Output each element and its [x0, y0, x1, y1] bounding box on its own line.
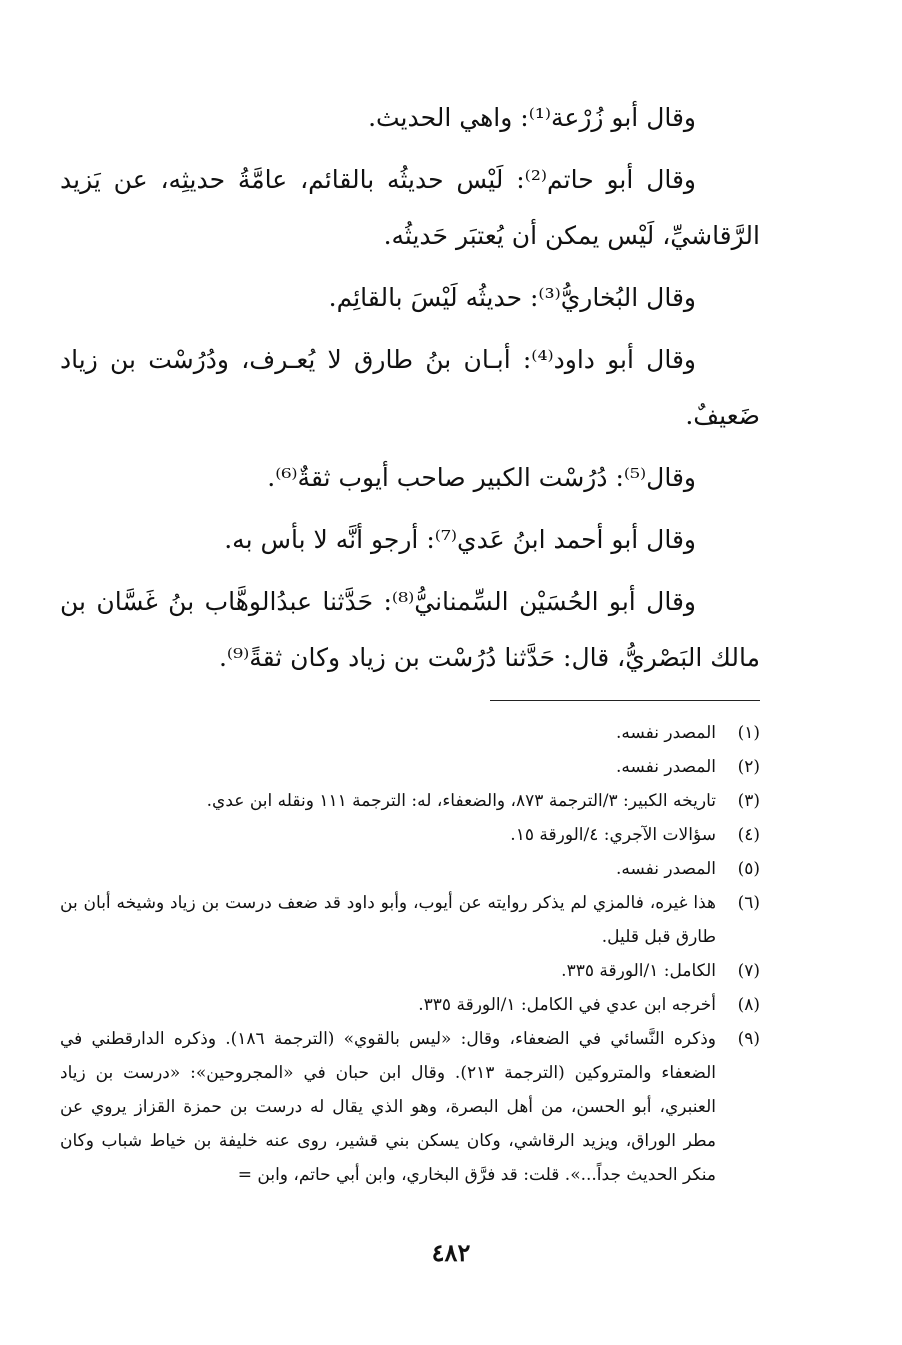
footnote-text: الكامل: ١/الورقة ٣٣٥.	[561, 961, 716, 981]
footnote-item	[60, 1022, 760, 1192]
paragraph-bukhari: وقال البُخاريُّ⁽³⁾: حديثُه لَيْسَ بالقائِم.	[328, 283, 696, 312]
footnote-text: أخرجه ابن عدي في الكامل: ١/الورقة ٣٣٥.	[418, 995, 716, 1015]
footnote-item	[60, 954, 760, 988]
footnote-text: تاريخه الكبير: ٣/الترجمة ٨٧٣، والضعفاء، له: الترجمة ١١١ ونقله ابن عدي.	[206, 791, 716, 811]
footnote-item	[60, 852, 760, 886]
footnote-text: المصدر نفسه.	[615, 757, 716, 777]
footnote-number: (٨)	[737, 995, 760, 1015]
footnote-number: (٥)	[737, 859, 760, 879]
footnote-separator	[490, 700, 760, 701]
footnote-text: المصدر نفسه.	[615, 723, 716, 743]
paragraph-abu-hatim: وقال أبو حاتم⁽²⁾: لَيْس حديثُه بالقائم، عامَّةُ حديثِه، عن يَزيد الرَّقاشيِّ، لَيْس يمكن أن يُعتبَر حَديثُه.	[60, 165, 760, 250]
footnote-item	[60, 784, 760, 818]
footnote-number: (٤)	[737, 825, 760, 845]
paragraph-simnani: وقال أبو الحُسَيْن السِّمنانيُّ⁽⁸⁾: حَدَّثنا عبدُالوهَّاب بنُ غَسَّان بن مالك البَصْريُّ، قال: حَدَّثنا دُرُسْت بن زياد وكان ثقةً⁽⁹⁾.	[60, 587, 760, 672]
footnote-item	[60, 750, 760, 784]
footnote-number: (٢)	[737, 757, 760, 777]
footnote-number: (١)	[737, 723, 760, 743]
footnote-text: هذا غيره، فالمزي لم يذكر روايته عن أيوب، وأبو داود قد ضعف درست بن زياد وشيخه أبان بن طارق قبل قليل.	[60, 893, 716, 947]
main-text	[60, 90, 760, 692]
paragraph-abu-zura: وقال أبو زُرْعة⁽¹⁾: واهي الحديث.	[368, 103, 696, 132]
footnote-item	[60, 988, 760, 1022]
footnote-number: (٩)	[737, 1029, 760, 1049]
paragraph-durust-kabir: وقال⁽⁵⁾: دُرُسْت الكبير صاحب أيوب ثقةٌ⁽⁶⁾.	[267, 463, 696, 492]
footnote-item	[60, 818, 760, 852]
paragraph-ibn-adi: وقال أبو أحمد ابنُ عَدي⁽⁷⁾: أرجو أنَّه لا بأس به.	[224, 525, 696, 554]
footnotes	[60, 716, 760, 1192]
footnote-text: سؤالات الآجري: ٤/الورقة ١٥.	[510, 825, 716, 845]
footnote-text: المصدر نفسه.	[615, 859, 716, 879]
footnote-item	[60, 716, 760, 750]
paragraph-abu-dawud: وقال أبو داود⁽⁴⁾: أبـان بنُ طارق لا يُعـرف، ودُرُسْت بن زياد ضَعيفٌ.	[60, 345, 760, 430]
footnote-number: (٦)	[737, 893, 760, 913]
footnote-number: (٣)	[737, 791, 760, 811]
page-number: ٤٨٢	[431, 1238, 471, 1267]
footnote-text: وذكره النَّسائي في الضعفاء، وقال: «ليس بالقوي» (الترجمة ١٨٦). وذكره الدارقطني في الضعفاء والمتروكين (الترجمة ٢١٣). وقال ابن حبان في «المجروحين»: «درست بن زياد العنبري، أبو الحسن، من أهل البصرة، وهو الذي يقال له درست بن حمزة القزاز يروي عن مطر الوراق، ويزيد الرقاشي، وكان يسكن بني قشير، روى عنه خليفة بن خياط شباب وكان منكر الحديث جداً...». قلت: قد فرَّق البخاري، وابن أبي حاتم، وابن =	[60, 1029, 717, 1185]
footnote-number: (٧)	[737, 961, 760, 981]
footnote-item	[60, 886, 760, 954]
